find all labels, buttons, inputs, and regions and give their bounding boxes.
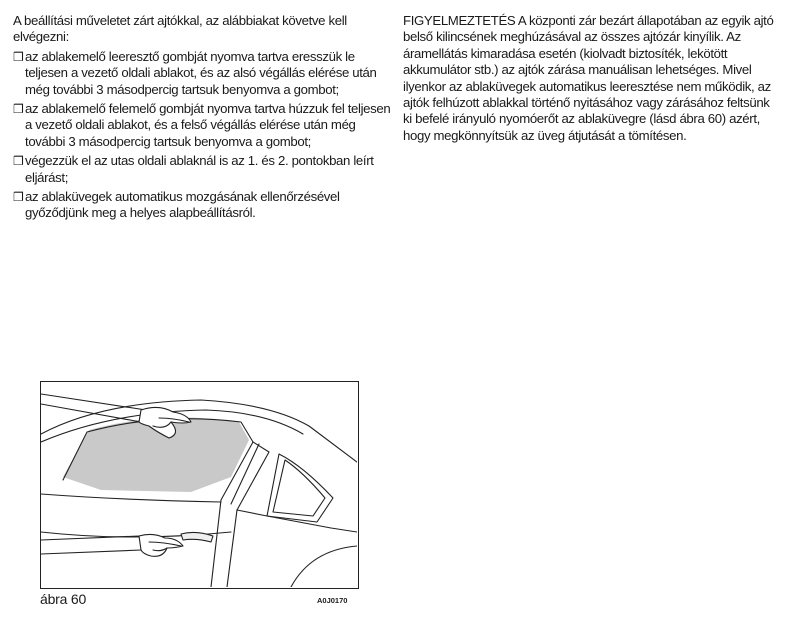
- figure-caption: ábra 60: [40, 591, 87, 607]
- list-item-text: az ablakemelő felemelő gombját nyomva tartva húzzuk fel teljesen a vezető oldali ablakot, és a felső végállás elérése után még további 3 másodpercig tartsuk benyomva a gombot;: [25, 101, 391, 149]
- warning-text: FIGYELMEZTETÉS A központi zár bezárt állapotában az egyik ajtó belső kilincsének meghúzásával az összes ajtózár kinyílik. Az áramellátás kimaradása esetén (kiolvadt biztosíték, lekötött akkumulátor stb.) az ajtók zárása manuálisan lehetséges. Mivel ilyenkor az ablaküvegek automatikus leeresztése nem működik, az ajtók felhúzott ablakkal történő nyitásához vagy zárásához feltsünk ki befelé irányuló nyomóerőt az ablaküvegre (lásd ábra 60) azért, hogy megkönnyítsük az üveg átjutását a tömítésen.: [403, 13, 774, 143]
- list-item-text: végezzük el az utas oldali ablaknál is az 1. és 2. pontokban leírt eljárást;: [25, 153, 374, 185]
- figure-frame: [40, 381, 359, 589]
- list-item: [13, 49, 393, 98]
- car-door-window-illustration: [41, 382, 357, 587]
- list-item-text: az ablaküvegek automatikus mozgásának ellenőrzésével győződjünk meg a helyes alapbeállításról.: [25, 189, 340, 221]
- list-item: [13, 101, 393, 150]
- list-item-text: az ablakemelő leeresztő gombját nyomva tartva eresszük le teljesen a vezető oldali ablakot, és az alsó végállás elérése után még további 3 másodpercig tartsuk benyomva a gombot;: [25, 48, 377, 97]
- instructions-column: [13, 13, 393, 225]
- checkbox-bullet-icon: ❒: [13, 154, 24, 169]
- checkbox-bullet-icon: ❒: [13, 190, 24, 205]
- list-item: [13, 153, 393, 186]
- checkbox-bullet-icon: ❒: [13, 49, 24, 64]
- list-item: [13, 189, 393, 222]
- warning-column: [403, 13, 775, 144]
- checkbox-bullet-icon: ❒: [13, 102, 24, 117]
- intro-text: A beállítási műveletet zárt ajtókkal, az alábbiakat követve kell elvégezni:: [13, 13, 347, 45]
- figure-code: A0J0170: [317, 596, 348, 605]
